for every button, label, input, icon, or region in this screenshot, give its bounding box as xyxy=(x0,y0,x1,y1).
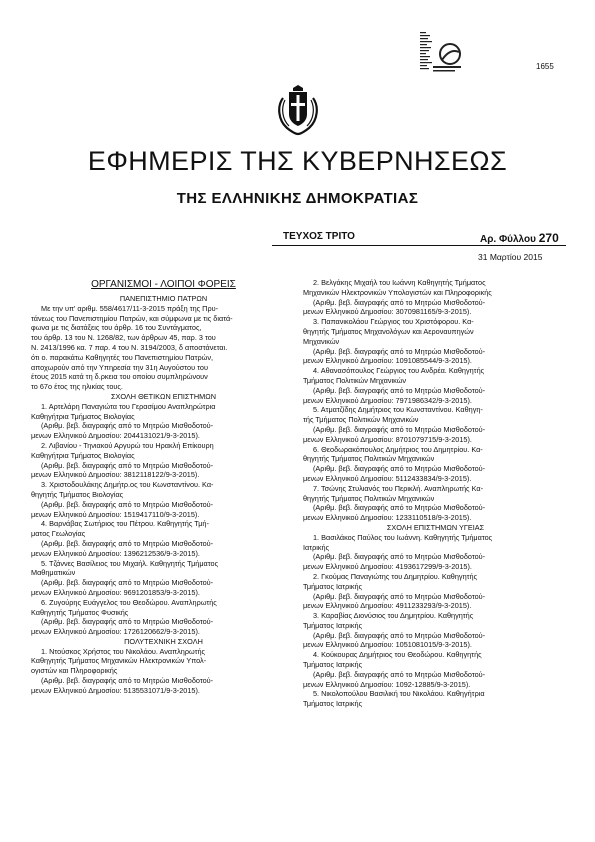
institution-heading: ΠΑΝΕΠΙΣΤΗΜΙΟ ΠΑΤΡΩΝ xyxy=(119,294,208,303)
text-line: (Αριθμ. βεβ. διαγραφής από το Μητρώο Μισθοδοτού- xyxy=(313,297,486,307)
school-heading: ΣΧΟΛΗ ΕΠΙΣΤΗΜΩΝ ΥΓΕΙΑΣ xyxy=(386,522,485,532)
text-line: (Αριθμ. βεβ. διαγραφής από το Μητρώο Μισθοδοτού- xyxy=(41,499,214,509)
text-line: μενων Ελληνικού Δημοσίου: 8701079715/9-3-2015). xyxy=(303,434,472,444)
text-line: 4. Κούκουρας Δημήτριος του Θεοδώρου. Καθηγητής xyxy=(313,650,482,660)
text-line: Καθηγητής Τμήματος Φυσικής xyxy=(31,607,129,617)
text-line: Τμήματος Ιατρικής xyxy=(303,660,363,670)
left-column xyxy=(31,278,296,696)
text-line: 5. Τζάννες Βασίλειος του Μιχαήλ. Καθηγητής Τμήματος xyxy=(41,558,219,568)
newspaper-subtitle: ΤΗΣ ΕΛΛΗΝΙΚΗΣ ΔΗΜΟΚΡΑΤΙΑΣ xyxy=(176,190,419,207)
staff-entry xyxy=(303,611,568,650)
qr-code xyxy=(419,30,463,74)
text-line: Μηχανικών Ηλεκτρονικών Υπολογιστών και Πληροφορικής xyxy=(303,287,492,297)
staff-entry xyxy=(303,533,568,572)
text-line: Ν. 2413/1996 κα. 7 παρ. 4 του Ν. 3194/2003, δ αποστάνεται. xyxy=(31,342,228,352)
text-line: 6. Θεοδωρακόπουλος Δημήτριος του Δημητρίου. Κα- xyxy=(313,444,483,454)
school-heading: ΣΧΟΛΗ ΘΕΤΙΚΩΝ ΕΠΙΣΤΗΜΩΝ xyxy=(111,391,216,401)
issue-date: 31 Μαρτίου 2015 xyxy=(478,252,543,262)
text-line: μενων Ελληνικού Δημοσίου: 1726120662/9-3-2015). xyxy=(31,627,200,637)
text-line: (Αριθμ. βεβ. διαγραφής από το Μητρώο Μισθοδοτού- xyxy=(41,460,214,470)
text-line: μενων Ελληνικού Δημοσίου: 3070981165/9-3-2015). xyxy=(303,307,472,317)
coat-of-arms-emblem xyxy=(275,84,321,136)
text-line: 4. Βαρνάβας Σωτήριος του Πέτρου. Καθηγητής Τμή- xyxy=(41,519,209,529)
text-line: του άρθρ. 13 του Ν. 1268/82, των άρθρων 45, παρ. 3 του xyxy=(31,333,216,343)
entry-list xyxy=(303,278,568,523)
text-line: 1. Αρτελάρη Παναγιώτα του Γερασίμου Αναπληρώτρια xyxy=(41,401,216,411)
text-line: (Αριθμ. βεβ. διαγραφής από το Μητρώο Μισθοδοτού- xyxy=(41,578,214,588)
text-line: ογιστών και Πληροφορικής xyxy=(31,666,118,676)
staff-entry xyxy=(31,647,296,696)
text-line: τάνεως του Πανεπιστημίου Πατρών, και σύμφωνα με τις διατά- xyxy=(31,313,233,323)
text-line: (Αριθμ. βεβ. διαγραφής από το Μητρώο Μισθοδοτού- xyxy=(313,630,486,640)
text-line: έτους 2015 κατά τη δ.ρκεια του οποίου συμπληρώνουν xyxy=(31,372,208,382)
text-line: μενων Ελληνικού Δημοσίου: 9691201853/9-3-2015). xyxy=(31,587,200,597)
text-line: 5. Ατματζίδης Δημήτριος του Κωνσταντίνου. Καθηγη- xyxy=(313,405,483,415)
staff-entry xyxy=(303,317,568,366)
text-line: αποχωρούν από την Υπηρεσία την 31η Αυγούστου του xyxy=(31,362,208,372)
school-heading: ΠΟΛΥΤΕΧΝΙΚΗ ΣΧΟΛΗ xyxy=(124,636,203,646)
text-line: 2. Βελγάκης Μιχαήλ του Ιωάννη Καθηγητής Τμήματος xyxy=(313,278,486,287)
text-line: 3. Καραβίας Διονύσιος του Δημητρίου. Καθηγητής xyxy=(313,611,474,621)
text-line: Τμήματος Ιατρικής xyxy=(303,699,363,709)
newspaper-title: ΕΦΗΜΕΡΙΣ ΤΗΣ ΚΥΒΕΡΝΗΣΕΩΣ xyxy=(87,146,508,176)
text-line: μενων Ελληνικού Δημοσίου: 3812118122/9-3-2015). xyxy=(31,470,200,480)
text-line: Καθηγητής Τμήματος Μηχανικών Ηλεκτρονικών Υπολ- xyxy=(31,656,207,666)
text-line: 4. Αθανασόπουλος Γεώργιος του Ανδρέα. Καθηγητής xyxy=(313,366,485,376)
staff-entry xyxy=(31,441,296,480)
text-line: ματος Γεωλογίας xyxy=(31,529,86,539)
text-line: θηγητής Τμήματος Πολιτικών Μηχανικών xyxy=(303,493,435,503)
text-line: θηγητής Τμήματος Βιολογίας xyxy=(31,489,124,499)
page-number: 1655 xyxy=(536,62,554,71)
text-line: Ιατρικής xyxy=(303,542,330,552)
text-line: μενων Ελληνικού Δημοσίου: 1233110518/9-3-2015). xyxy=(303,513,472,523)
issue-label: ΤΕΥΧΟΣ ΤΡΙΤΟ xyxy=(283,231,355,242)
right-column xyxy=(303,278,568,709)
staff-entry xyxy=(31,519,296,558)
staff-entry xyxy=(303,445,568,484)
text-line: (Αριθμ. βεβ. διαγραφής από το Μητρώο Μισθοδοτού- xyxy=(41,421,214,431)
text-line: θηγητής Τμήματος Πολιτικών Μηχανικών xyxy=(303,454,435,464)
entry-list xyxy=(303,533,568,709)
text-line: το 67ο έτος της ηλικίας τους. xyxy=(31,382,123,392)
text-line: φωνα με τις διατάξεις του άρθρ. 16 του Συντάγματος, xyxy=(31,323,202,333)
text-line: μενων Ελληνικού Δημοσίου: 1091085544/9-3-2015). xyxy=(303,356,472,366)
text-line: Καθηγήτρια Τμήματος Βιολογίας xyxy=(31,450,135,460)
text-line: 1. Βασιλάκος Παύλος του Ιωάννη. Καθηγητής Τμήματος xyxy=(313,532,493,542)
text-line: μενων Ελληνικού Δημοσίου: 5112433834/9-3-2015). xyxy=(303,473,472,483)
staff-entry xyxy=(31,598,296,637)
text-line: μενων Ελληνικού Δημοσίου: 1092-12885/9-3-2015). xyxy=(303,679,471,689)
text-line: (Αριθμ. βεβ. διαγραφής από το Μητρώο Μισθοδοτού- xyxy=(41,538,214,548)
text-line: μενων Ελληνικού Δημοσίου: 1051081015/9-3-2015). xyxy=(303,640,472,650)
text-line: (Αριθμ. βεβ. διαγραφής από το Μητρώο Μισθοδοτού- xyxy=(313,385,486,395)
text-line: τής Τμήματος Πολιτικών Μηχανικών xyxy=(303,415,419,425)
entry-list xyxy=(31,647,296,696)
text-line: (Αριθμ. βεβ. διαγραφής από το Μητρώο Μισθοδοτού- xyxy=(41,676,214,686)
sheet-number-label xyxy=(480,231,559,245)
text-line: Με την υπ' αριθμ. 558/4617/11-3-2015 πράξη της Πρυ- xyxy=(41,303,219,313)
text-line: (Αριθμ. βεβ. διαγραφής από το Μητρώο Μισθοδοτού- xyxy=(313,669,486,679)
text-line: 3. Χριστοδουλάκης Δημήτρ.ος του Κωνσταντίνου. Κα- xyxy=(41,480,214,490)
header-divider xyxy=(272,245,566,246)
staff-entry xyxy=(303,366,568,405)
text-line: (Αριθμ. βεβ. διαγραφής από το Μητρώο Μισθοδοτού- xyxy=(313,552,486,562)
staff-entry xyxy=(303,484,568,523)
text-line: (Αριθμ. βεβ. διαγραφής από το Μητρώο Μισθοδοτού- xyxy=(41,617,214,627)
staff-entry xyxy=(31,559,296,598)
text-line: Καθηγήτρια Τμήματος Βιολογίας xyxy=(31,411,135,421)
text-line: μενων Ελληνικού Δημοσίου: 1519417110/9-3-2015). xyxy=(31,509,200,519)
sheet-label: Αρ. Φύλλου xyxy=(480,234,536,245)
text-line: θηγητής Τμήματος Μηχανολόγων και Αεροναυπηγών xyxy=(303,326,474,336)
staff-entry xyxy=(303,405,568,444)
text-line: (Αριθμ. βεβ. διαγραφής από το Μητρώο Μισθοδοτού- xyxy=(313,464,486,474)
text-line: Τμήματος Πολιτικών Μηχανικών xyxy=(303,375,407,385)
staff-entry xyxy=(31,480,296,519)
text-line: 1. Ντούσκος Χρήστος του Νικολάου. Αναπληρωτής xyxy=(41,646,206,656)
text-line: μενων Ελληνικού Δημοσίου: 2044131021/9-3-2015). xyxy=(31,431,200,441)
text-line: Τμήματος Ιατρικής xyxy=(303,620,363,630)
text-line: (Αριθμ. βεβ. διαγραφής από το Μητρώο Μισθοδοτού- xyxy=(313,346,486,356)
text-line: μενων Ελληνικού Δημοσίου: 4193617299/9-3-2015). xyxy=(303,562,472,572)
text-line: (Αριθμ. βεβ. διαγραφής από το Μητρώο Μισθοδοτού- xyxy=(313,503,486,513)
text-line: μενων Ελληνικού Δημοσίου: 1396212536/9-3-2015). xyxy=(31,548,200,558)
text-line: μενων Ελληνικού Δημοσίου: 5135531071/9-3-2015). xyxy=(31,685,200,695)
section-heading: ΟΡΓΑΝΙΣΜΟΙ - ΛΟΙΠΟΙ ΦΟΡΕΙΣ xyxy=(91,279,236,290)
text-line: 5. Νικολοπούλου Βασιλική του Νικολάου. Καθηγήτρια xyxy=(313,689,485,699)
staff-entry xyxy=(303,572,568,611)
sheet-number: 270 xyxy=(538,231,559,245)
staff-entry xyxy=(303,278,568,317)
text-line: ότι ο. παρακάτω Καθηγητές του Πανεπιστημίου Πατρών, xyxy=(31,352,214,362)
text-line: μενων Ελληνικού Δημοσίου: 7971986342/9-3-2015). xyxy=(303,395,472,405)
text-line: 2. Λιβανίου - Τηνιακού Αργυρώ του Ηρακλή Επίκουρη xyxy=(41,440,214,450)
text-line: (Αριθμ. βεβ. διαγραφής από το Μητρώο Μισθοδοτού- xyxy=(313,591,486,601)
text-line: Μηχανικών xyxy=(303,336,340,346)
staff-entry xyxy=(31,402,296,441)
text-line: 2. Γκούμας Παναγιώτης του Δημητρίου. Καθηγητής xyxy=(313,571,478,581)
text-line: (Αριθμ. βεβ. διαγραφής από το Μητρώο Μισθοδοτού- xyxy=(313,424,486,434)
text-line: 7. Τσώνης Στυλιανός του Περικλή. Αναπληρωτής Κα- xyxy=(313,483,484,493)
text-line: 6. Ζυγούρης Ευάγγελος του Θεοδώρου. Αναπληρωτής xyxy=(41,597,217,607)
entry-list xyxy=(31,402,296,637)
text-line: Τμήματος Ιατρικής xyxy=(303,581,363,591)
text-line: μενων Ελληνικού Δημοσίου: 4911233293/9-3-2015). xyxy=(303,601,472,611)
staff-entry xyxy=(303,689,568,709)
text-line: Μαθηματικών xyxy=(31,568,76,578)
staff-entry xyxy=(303,650,568,689)
text-line: 3. Παπανικολάου Γεώργιος του Χριστόφορου. Κα- xyxy=(313,317,474,327)
intro-paragraph xyxy=(31,304,296,392)
